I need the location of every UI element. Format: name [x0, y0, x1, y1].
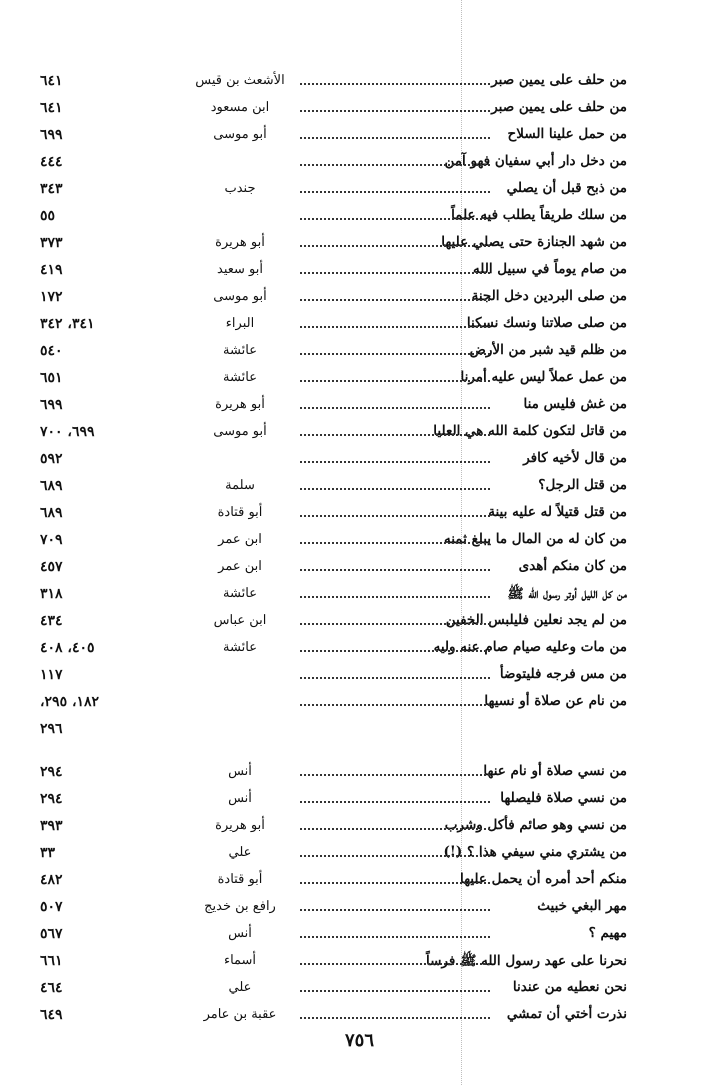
dot-leader — [300, 963, 490, 965]
dot-leader — [300, 380, 490, 382]
hadith-text: منكم أحد أمره أن يحمل عليها — [459, 871, 627, 887]
page-reference: ٣٤١، ٣٤٢ — [40, 316, 95, 332]
dot-leader — [300, 774, 490, 776]
hadith-text: من قاتل لتكون كلمة الله هي العليا — [433, 423, 627, 439]
dot-leader — [300, 855, 490, 857]
narrator-name: أبو هريرة — [215, 235, 265, 250]
dot-leader — [300, 137, 490, 139]
narrator-name: سلمة — [225, 478, 255, 493]
page-reference: ٧٠٩ — [40, 532, 63, 548]
index-row — [0, 367, 719, 394]
index-row — [0, 205, 719, 232]
hadith-text: من حلف على يمين صبر — [491, 99, 627, 115]
page-reference: ٤٨٢ — [40, 872, 63, 888]
page-reference: ٢٩٦ — [40, 721, 63, 737]
index-row — [0, 977, 719, 1004]
dot-leader — [300, 164, 490, 166]
hadith-text: من غش فليس منا — [523, 396, 627, 412]
page-reference: ٣٤٣ — [40, 181, 63, 197]
page-reference: ٦٥١ — [40, 370, 63, 386]
index-row — [0, 815, 719, 842]
index-row — [0, 637, 719, 664]
dot-leader — [300, 191, 490, 193]
dot-leader — [300, 828, 490, 830]
narrator-name: البراء — [225, 316, 255, 331]
index-row — [0, 556, 719, 583]
narrator-name: عائشة — [223, 343, 257, 358]
page-reference: ٣٧٣ — [40, 235, 63, 251]
narrator-name: ابن عباس — [213, 613, 267, 628]
hadith-text: نذرت أختي أن تمشي — [506, 1006, 627, 1022]
narrator-name: ابن عمر — [218, 532, 262, 547]
hadith-text: من نام عن صلاة أو نسيها — [484, 693, 627, 709]
narrator-name: ابن مسعود — [210, 100, 270, 115]
narrator-name: جندب — [224, 181, 256, 196]
narrator-name: علي — [228, 980, 252, 995]
hadith-text: من ظلم قيد شبر من الأرض — [469, 342, 627, 358]
page-reference: ٣٩٣ — [40, 818, 63, 834]
hadith-text: من يشتري مني سيفي هذا ؟ (!) — [443, 844, 627, 860]
dot-leader — [300, 704, 490, 706]
hadith-text: من كل الليل أوتر رسول الله ﷺ — [507, 586, 627, 602]
page-reference: ٣١٨ — [40, 586, 63, 602]
hadith-text: من مات وعليه صيام صام عنه وليه — [433, 639, 627, 655]
narrator-name: أنس — [228, 764, 252, 779]
page-reference: ٥٩٢ — [40, 451, 63, 467]
hadith-text: من صام يوماً في سبيل الله — [473, 261, 627, 277]
index-row — [0, 842, 719, 869]
dot-leader — [300, 488, 490, 490]
index-row — [0, 923, 719, 950]
page-reference: ٢٩٤ — [40, 791, 63, 807]
index-row — [0, 475, 719, 502]
hadith-text: من لم يجد نعلين فليلبس الخفين — [445, 612, 627, 628]
page-reference: ٤٥٧ — [40, 559, 63, 575]
hadith-text: مهيم ؟ — [588, 925, 627, 941]
index-row — [0, 869, 719, 896]
dot-leader — [300, 434, 490, 436]
page-reference: ٥٥ — [40, 208, 56, 224]
dot-leader — [300, 326, 490, 328]
narrator-name: رافع بن خديج — [204, 899, 276, 914]
narrator-name: أبو موسى — [213, 424, 267, 439]
index-row — [0, 761, 719, 788]
index-row — [0, 97, 719, 124]
narrator-name: عائشة — [223, 370, 257, 385]
hadith-text: مهر البغي خبيث — [537, 898, 627, 914]
hadith-text: من قال لأخيه كافر — [523, 450, 627, 466]
page-reference: ٤٣٤ — [40, 613, 63, 629]
narrator-name: أنس — [228, 926, 252, 941]
hadith-text: من صلى صلاتنا ونسك نسكنا — [466, 315, 627, 331]
dot-leader — [300, 461, 490, 463]
index-row — [0, 448, 719, 475]
dot-leader — [300, 218, 490, 220]
dot-leader — [300, 569, 490, 571]
page-reference: ٦٤١ — [40, 100, 63, 116]
narrator-name: أبو موسى — [213, 289, 267, 304]
index-row — [0, 718, 719, 745]
index-row — [0, 178, 719, 205]
hadith-text: من حمل علينا السلاح — [507, 126, 627, 142]
index-row — [0, 421, 719, 448]
page-reference: ٦٩٩ — [40, 397, 63, 413]
index-row — [0, 124, 719, 151]
hadith-text: من نسي صلاة فليصلها — [500, 790, 627, 806]
page-reference: ٥٠٧ — [40, 899, 63, 915]
page-reference: ٣٣ — [40, 845, 56, 861]
hadith-text: من حلف على يمين صبر — [491, 72, 627, 88]
narrator-name: ابن عمر — [218, 559, 262, 574]
narrator-name: أبو هريرة — [215, 397, 265, 412]
page-reference: ٥٤٠ — [40, 343, 63, 359]
narrator-name: أبو قتادة — [217, 505, 263, 520]
page-reference: ٤٠٥، ٤٠٨ — [40, 640, 95, 656]
dot-leader — [300, 801, 490, 803]
index-row — [0, 394, 719, 421]
index-row — [0, 788, 719, 815]
dot-leader — [300, 110, 490, 112]
hadith-text: من كان منكم أهدى — [518, 558, 627, 574]
narrator-name: أبو قتادة — [217, 872, 263, 887]
dot-leader — [300, 299, 490, 301]
index-row — [0, 313, 719, 340]
hadith-text: من قتل الرجل؟ — [538, 477, 627, 493]
page-reference: ٦٨٩ — [40, 478, 63, 494]
dot-leader — [300, 909, 490, 911]
narrator-name: عقبة بن عامر — [203, 1007, 277, 1022]
narrator-name: أسماء — [223, 953, 257, 968]
index-row — [0, 529, 719, 556]
page-reference: ٦٤١ — [40, 73, 63, 89]
hadith-text: من مس فرجه فليتوضأ — [499, 666, 627, 682]
hadith-text: من كان له من المال ما يبلغ ثمنه — [443, 531, 627, 547]
hadith-text: من صلى البردين دخل الجنة — [471, 288, 627, 304]
index-row — [0, 664, 719, 691]
page-reference: ٤٦٤ — [40, 980, 63, 996]
page-reference: ٦٩٩ — [40, 127, 63, 143]
narrator-name: أبو موسى — [213, 127, 267, 142]
index-row — [0, 70, 719, 97]
dot-leader — [300, 83, 490, 85]
index-row — [0, 691, 719, 718]
dot-leader — [300, 650, 490, 652]
dot-leader — [300, 515, 490, 517]
page-reference: ١٨٢، ٢٩٥، — [40, 694, 100, 710]
index-row — [0, 151, 719, 178]
hadith-index-list — [0, 70, 719, 1031]
narrator-name: علي — [228, 845, 252, 860]
hadith-text: من دخل دار أبي سفيان فهو آمن — [444, 153, 627, 169]
narrator-name: أبو سعيد — [217, 262, 263, 277]
page-reference: ٤٤٤ — [40, 154, 63, 170]
page-reference: ١٧٢ — [40, 289, 63, 305]
narrator-name: أبو هريرة — [215, 818, 265, 833]
page-reference: ٦٩٩، ٧٠٠ — [40, 424, 95, 440]
dot-leader — [300, 245, 490, 247]
dot-leader — [300, 542, 490, 544]
hadith-text: من قتل قتيلاً له عليه بينة — [488, 504, 627, 520]
dot-leader — [300, 272, 490, 274]
page-number: ٧٥٦ — [344, 1030, 374, 1051]
index-row — [0, 583, 719, 610]
page-reference: ٦٤٩ — [40, 1007, 63, 1023]
index-row — [0, 1004, 719, 1031]
dot-leader — [300, 596, 490, 598]
dot-leader — [300, 623, 490, 625]
page-reference: ٥٦٧ — [40, 926, 63, 942]
index-row — [0, 286, 719, 313]
dot-leader — [300, 677, 490, 679]
index-row — [0, 259, 719, 286]
index-row — [0, 950, 719, 977]
dot-leader — [300, 407, 490, 409]
hadith-text: من عمل عملاً ليس عليه أمرنا — [460, 369, 627, 385]
narrator-name: الأشعث بن قيس — [195, 73, 285, 88]
page-reference: ٦٨٩ — [40, 505, 63, 521]
narrator-name: عائشة — [223, 640, 257, 655]
index-row — [0, 502, 719, 529]
hadith-text: من سلك طريقاً يطلب فيه علماً — [451, 207, 627, 223]
dot-leader — [300, 882, 490, 884]
hadith-text: من نسي وهو صائم فأكل وشرب — [444, 817, 627, 833]
dot-leader — [300, 353, 490, 355]
index-row — [0, 340, 719, 367]
index-row — [0, 896, 719, 923]
page-reference: ١١٧ — [40, 667, 63, 683]
hadith-text: من شهد الجنازة حتى يصلي عليها — [441, 234, 627, 250]
index-row — [0, 610, 719, 637]
narrator-name: عائشة — [223, 586, 257, 601]
page-reference: ٤١٩ — [40, 262, 63, 278]
hadith-text: نحن نعطيه من عندنا — [512, 979, 627, 995]
page-reference: ٢٩٤ — [40, 764, 63, 780]
hadith-text: نحرنا على عهد رسول الله ﷺ فرساً — [426, 953, 627, 969]
index-row — [0, 232, 719, 259]
dot-leader — [300, 1017, 490, 1019]
dot-leader — [300, 936, 490, 938]
dot-leader — [300, 990, 490, 992]
page-reference: ٦٦١ — [40, 953, 63, 969]
hadith-text: من ذبح قبل أن يصلي — [506, 180, 627, 196]
row-spacer — [0, 745, 719, 761]
hadith-text: من نسي صلاة أو نام عنها — [483, 763, 627, 779]
narrator-name: أنس — [228, 791, 252, 806]
